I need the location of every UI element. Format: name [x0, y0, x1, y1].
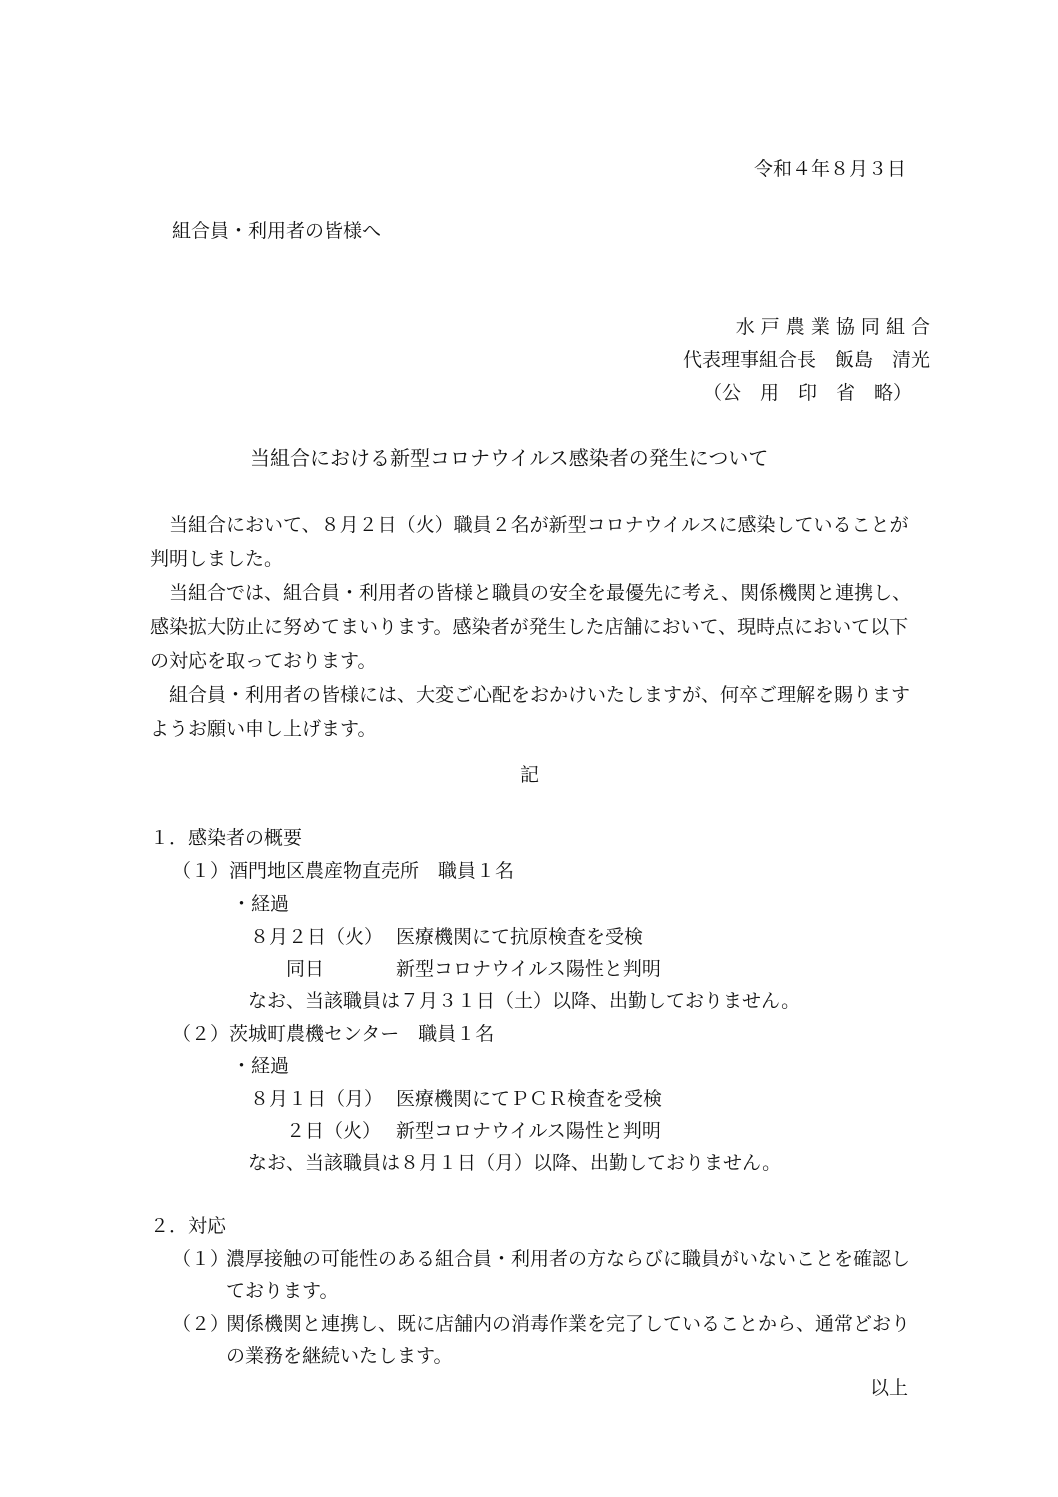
- case-1-progress-label: ・経過: [232, 893, 290, 915]
- case-2-heading: （２）茨城町農機センター 職員１名: [172, 1023, 495, 1045]
- section-2-heading: ２．対応: [150, 1215, 227, 1237]
- case-1-note: なお、当該職員は７月３１日（土）以降、出勤しておりません。: [248, 990, 801, 1012]
- case-2-row-1-date: ８月１日（月）: [250, 1088, 384, 1110]
- body-paragraph: 当組合において、８月２日（火）職員２名が新型コロナウイルスに感染していることが判明しました。: [150, 514, 909, 570]
- sender-organization: 水 戸 農 業 協 同 組 合: [735, 316, 930, 338]
- response-item-1-line-1: 濃厚接触の可能性のある組合員・利用者の方ならびに職員がいないことを確認し: [226, 1248, 911, 1270]
- document-title: 当組合における新型コロナウイルス感染者の発生について: [250, 446, 769, 470]
- case-1-row-1-date: ８月２日（火）: [250, 926, 384, 948]
- case-2-row-2-text: 新型コロナウイルス陽性と判明: [396, 1120, 661, 1142]
- body-paragraph: 組合員・利用者の皆様には、大変ご心配をおかけいたしますが、何卒ご理解を賜りますようお願い申し上げます。: [150, 684, 911, 740]
- case-1-row-2-text: 新型コロナウイルス陽性と判明: [396, 958, 661, 980]
- document-date: 令和４年８月３日: [753, 158, 906, 180]
- response-item-2-line-2: の業務を継続いたします。: [226, 1345, 453, 1367]
- section-1-heading: １．感染者の概要: [150, 827, 303, 849]
- response-item-2-number: （２）: [172, 1313, 230, 1335]
- case-1-heading: （１）酒門地区農産物直売所 職員１名: [172, 860, 515, 882]
- case-2-note: なお、当該職員は８月１日（月）以降、出勤しておりません。: [248, 1152, 782, 1174]
- closing-ijo: 以上: [869, 1377, 908, 1399]
- case-1-row-2-date: 同日: [286, 958, 325, 980]
- case-1-row-1-text: 医療機関にて抗原検査を受検: [396, 926, 644, 948]
- response-item-2-line-1: 関係機関と連携し、既に店舗内の消毒作業を完了していることから、通常どおり: [226, 1313, 911, 1335]
- case-2-row-1-text: 医療機関にてＰＣＲ検査を受検: [396, 1088, 663, 1110]
- addressee: 組合員・利用者の皆様へ: [172, 220, 382, 242]
- response-item-1-number: （１）: [172, 1248, 230, 1270]
- seal-omitted-note: （公 用 印 省 略）: [702, 382, 912, 404]
- case-2-progress-label: ・経過: [232, 1055, 290, 1077]
- case-2-row-2-date: ２日（火）: [286, 1120, 382, 1142]
- sender-representative: 代表理事組合長 飯島 清光: [682, 349, 930, 371]
- response-item-1-line-2: ております。: [226, 1280, 339, 1302]
- ki-heading: 記: [520, 764, 540, 786]
- body-text: [150, 508, 912, 746]
- body-paragraph: 当組合では、組合員・利用者の皆様と職員の安全を最優先に考え、関係機関と連携し、感染拡大防止に努めてまいります。感染者が発生した店舗において、現時点において以下の対応を取っております。: [150, 582, 912, 672]
